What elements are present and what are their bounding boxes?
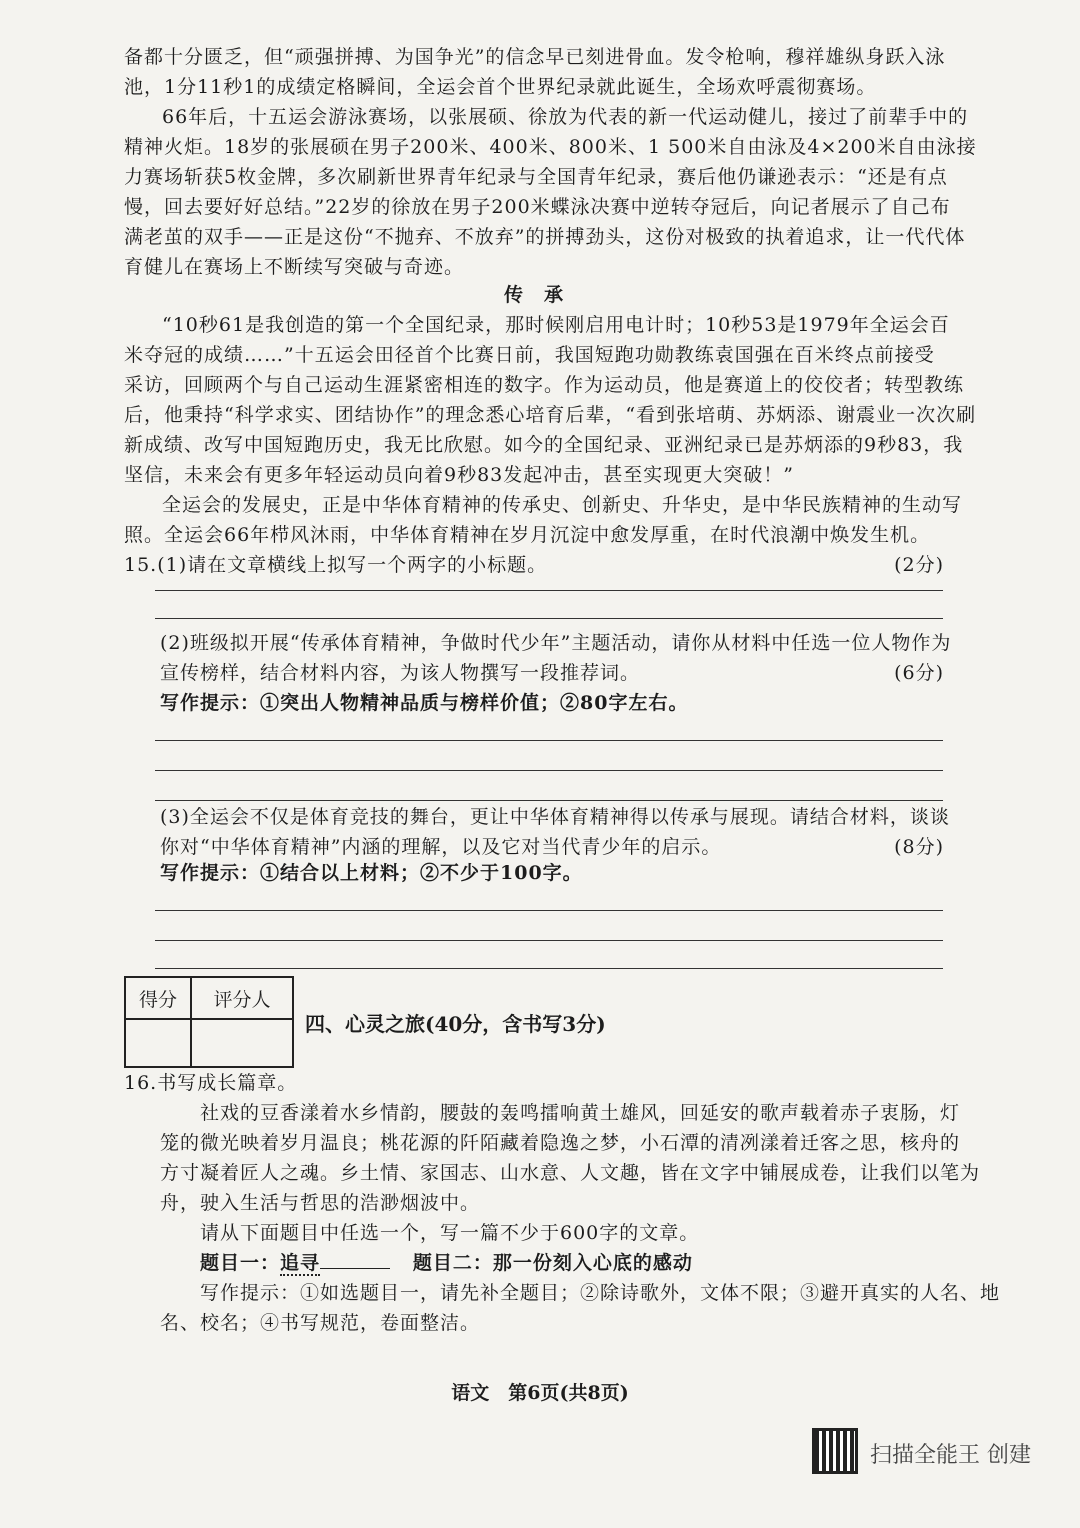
question-15-1: [124, 552, 944, 578]
grade-score-cell[interactable]: [125, 1019, 191, 1067]
text-line: 力赛场斩获5枚金牌，多次刷新世界青年纪录与全国青年纪录，赛后他仍谦逊表示：“还是有点: [124, 166, 948, 188]
writing-tip: 写作提示：①结合以上材料；②不少于100字。: [160, 862, 583, 884]
grade-table: [124, 976, 294, 1068]
text-line: (3)全运会不仅是体育竞技的舞台，更让中华体育精神得以传承与展现。请结合材料，谈谈: [160, 806, 950, 828]
answer-line[interactable]: [155, 910, 943, 911]
text-line: “10秒61是我创造的第一个全国纪录，那时候刚启用电计时；10秒53是1979年全运会百: [162, 314, 950, 336]
grade-marker-cell[interactable]: [191, 1019, 293, 1067]
answer-line[interactable]: [155, 740, 943, 741]
topic1-word: 追寻: [280, 1252, 321, 1274]
text-line: 池，1分11秒1的成绩定格瞬间，全运会首个世界纪录就此诞生，全场欢呼震彻赛场。: [124, 76, 877, 98]
text-line: 备都十分匮乏，但“顽强拼搏、为国争光”的信念早已刻进骨血。发令枪响，穆祥雄纵身跃入泳: [124, 46, 946, 68]
writing-tip: 写作提示：①突出人物精神品质与榜样价值；②80字左右。: [160, 692, 689, 714]
grade-score-header: 得分: [125, 977, 191, 1019]
score-label: (6分): [894, 662, 944, 684]
text-line: (2)班级拟开展“传承体育精神，争做时代少年”主题活动，请你从材料中任选一位人物作为: [160, 632, 952, 654]
score-label: (8分): [894, 836, 944, 858]
section-heading: 传 承: [503, 284, 564, 306]
question-15-3: [160, 834, 944, 860]
grade-marker-header: 评分人: [191, 977, 293, 1019]
question-text: 你对“中华体育精神”内涵的理解，以及它对当代青少年的启示。: [160, 836, 722, 858]
scanner-watermark: [812, 1422, 1052, 1482]
text-line: 社戏的豆香漾着水乡情韵，腰鼓的轰鸣擂响黄土雄风，回延安的歌声载着赤子衷肠，灯: [200, 1102, 961, 1124]
answer-line[interactable]: [155, 618, 943, 619]
score-label: (2分): [894, 554, 944, 576]
text-line: 采访，回顾两个与自己运动生涯紧密相连的数字。作为运动员，他是赛道上的佼佼者；转型教练: [124, 374, 965, 396]
question-15-2: [160, 660, 944, 686]
text-line: 后，他秉持“科学求实、团结协作”的理念悉心培育后辈，“看到张培萌、苏炳添、谢震业一次次刷: [124, 404, 977, 426]
answer-line[interactable]: [155, 800, 943, 801]
writing-tip: 名、校名；④书写规范，卷面整洁。: [160, 1312, 481, 1334]
text-line: 全运会的发展史，正是中华体育精神的传承史、创新史、升华史，是中华民族精神的生动写: [162, 494, 963, 516]
text-line: 精神火炬。18岁的张展硕在男子200米、400米、800米、1 500米自由泳及4×200米自由泳接: [124, 136, 977, 158]
qr-code-icon: [812, 1428, 858, 1474]
text-line: 坚信，未来会有更多年轻运动员向着9秒83发起冲击，甚至实现更大突破！”: [124, 464, 794, 486]
writing-tip: 写作提示：①如选题目一，请先补全题目；②除诗歌外，文体不限；③避开真实的人名、地: [200, 1282, 1001, 1304]
page-footer: 语文 第6页(共8页): [451, 1382, 629, 1404]
text-line: 米夺冠的成绩……”十五运会田径首个比赛日前，我国短跑功勋教练袁国强在百米终点前接受: [124, 344, 935, 366]
answer-line[interactable]: [155, 968, 943, 969]
question-text: 宣传榜样，结合材料内容，为该人物撰写一段推荐词。: [160, 662, 641, 684]
topic1-blank[interactable]: [320, 1268, 390, 1269]
text-line: 满老茧的双手——正是这份“不抛弃、不放弃”的拼搏劲头，这份对极致的执着追求，让一代代体: [124, 226, 966, 248]
text-line: 笼的微光映着岁月温良；桃花源的阡陌藏着隐逸之梦，小石潭的清冽漾着迁客之思，核舟的: [160, 1132, 961, 1154]
answer-line[interactable]: [155, 590, 943, 591]
answer-line[interactable]: [155, 770, 943, 771]
section-title: 四、心灵之旅(40分，含书写3分): [305, 1012, 606, 1036]
watermark-text: 扫描全能王 创建: [870, 1443, 1031, 1468]
answer-line[interactable]: [155, 940, 943, 941]
text-line: 育健儿在赛场上不断续写突破与奇迹。: [124, 256, 465, 278]
question-text: 15.(1)请在文章横线上拟写一个两字的小标题。: [124, 554, 548, 576]
text-line: 慢，回去要好好总结。”22岁的徐放在男子200米蝶泳决赛中逆转夺冠后，向记者展示了自己布: [124, 196, 951, 218]
requirement: 请从下面题目中任选一个，写一篇不少于600字的文章。: [200, 1222, 700, 1244]
text-line: 66年后，十五运会游泳赛场，以张展硕、徐放为代表的新一代运动健儿，接过了前辈手中的: [162, 106, 969, 128]
text-line: 舟，驶入生活与哲思的浩渺烟波中。: [160, 1192, 481, 1214]
question-16: 16.书写成长篇章。: [124, 1072, 298, 1094]
topic1-label: 题目一：: [200, 1252, 281, 1274]
text-line: 新成绩、改写中国短跑历史，我无比欣慰。如今的全国纪录、亚洲纪录已是苏炳添的9秒83，我: [124, 434, 964, 456]
text-line: 照。全运会66年栉风沐雨，中华体育精神在岁月沉淀中愈发厚重，在时代浪潮中焕发生机。: [124, 524, 931, 546]
topics-line: [200, 1250, 944, 1276]
text-line: 方寸凝着匠人之魂。乡土情、家国志、山水意、人文趣，皆在文字中铺展成卷，让我们以笔为: [160, 1162, 981, 1184]
topic2: 题目二：那一份刻入心底的感动: [412, 1252, 693, 1274]
